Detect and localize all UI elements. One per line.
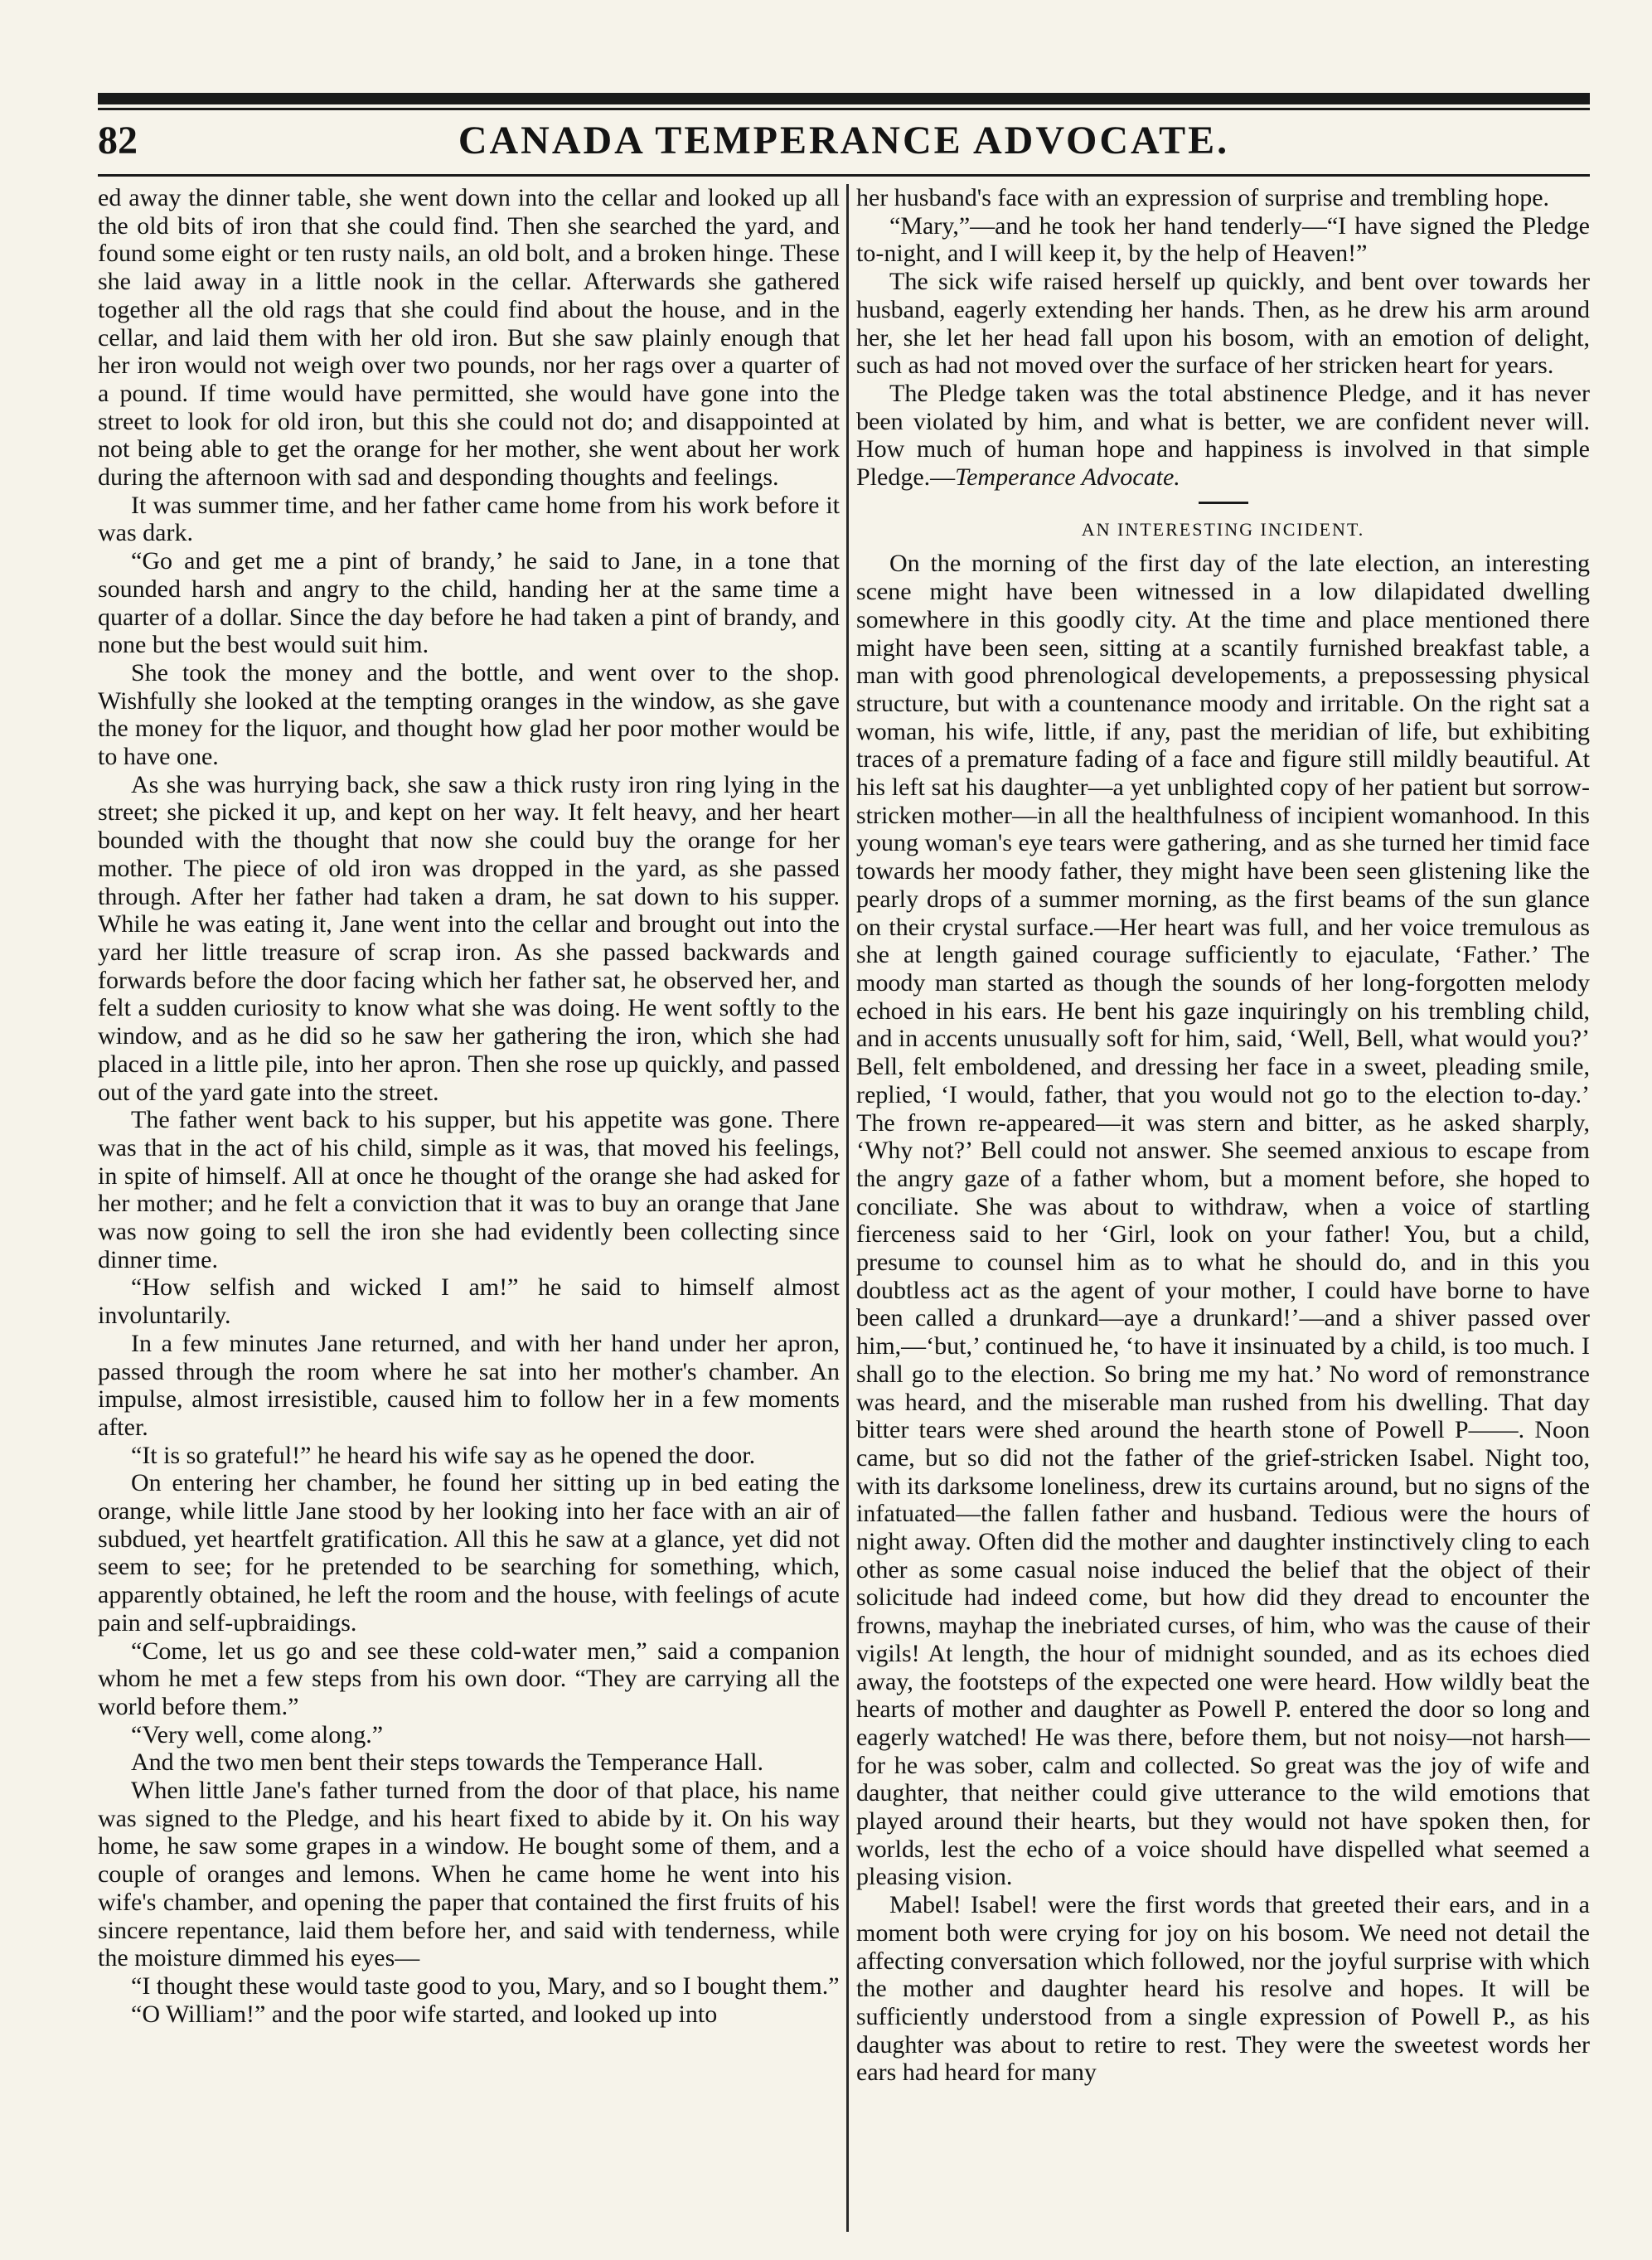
article-paragraph: On entering her chamber, he found her sitting up in bed eating the orange, while little Jane stood by her looking into her face with an air of subdued, yet heartfelt gratification. All this he saw at a glance, yet did not seem to see; for he pretended to be searching for something, which, apparently obtained, he left the room and the house, with feelings of acute pain and self-upbraidings. [98, 1469, 840, 1637]
article-paragraph: “How selfish and wicked I am!” he said to himself almost involuntarily. [98, 1273, 840, 1330]
article-paragraph: “Come, let us go and see these cold-water men,” said a companion whom he met a few steps from his own door. “They are carrying all the world before them.” [98, 1637, 840, 1720]
article-paragraph: She took the money and the bottle, and went over to the shop. Wishfully she looked at the tempting oranges in the window, as she gave the money for the liquor, and thought how glad her poor mother would be to have one. [98, 658, 840, 771]
section-heading: AN INTERESTING INCIDENT. [1081, 518, 1365, 540]
pledge-paragraph-text: The Pledge taken was the total abstinence Pledge, and it has never been violated by him, and what is better, we are confident never will. How much of human hope and happiness is involved in that simple Pledge.— [856, 379, 1590, 492]
article-paragraph: Mabel! Isabel! were the first words that greeted their ears, and in a moment both were crying for joy on his bosom. We need not detail the affecting conversation which followed, nor the joyful surprise with which the mother and daughter heard his resolve and hopes. It will be sufficiently understood from a single expression of Powell P., as his daughter was about to retire to rest. They were the sweetest words her ears had heard for many [856, 1891, 1590, 2087]
newspaper-title: CANADA TEMPERANCE ADVOCATE. [458, 119, 1230, 162]
left-column [98, 184, 840, 2236]
article-paragraph: “I thought these would taste good to you, Mary, and so I bought them.” [131, 1972, 840, 2000]
source-credit: Temperance Advocate. [955, 463, 1180, 492]
pledge-paragraph [856, 380, 1590, 492]
article-paragraph: “Mary,”—and he took her hand tenderly—“I have signed the Pledge to-night, and I will keep it, by the help of Heaven!” [856, 211, 1590, 268]
article-paragraph: And the two men bent their steps towards the Temperance Hall. [131, 1748, 763, 1777]
article-paragraph: It was summer time, and her father came home from his work before it was dark. [98, 491, 840, 547]
header-rule [98, 174, 1590, 177]
article-paragraph: her husband's face with an expression of surprise and trembling hope. [856, 184, 1550, 211]
article-paragraph: The father went back to his supper, but his appetite was gone. There was that in the act of his child, simple as it was, that moved his feelings, in spite of himself. All at once he thought of the orange she had asked for her mother; and he felt a conviction that it was to buy an orange that Jane was now going to sell the iron she had evidently been collecting since dinner time. [98, 1106, 840, 1273]
article-paragraph: “It is so grateful!” he heard his wife say as he opened the door. [131, 1441, 756, 1469]
article-paragraph: In a few minutes Jane returned, and with her hand under her apron, passed through the room where he sat into her mother's chamber. An impulse, almost irresistible, caused him to follow her in a few moments after. [98, 1329, 840, 1441]
top-border-thick-rule [98, 93, 1590, 104]
page-number: 82 [98, 119, 138, 162]
page-header [98, 113, 1590, 171]
article-paragraph: As she was hurrying back, she saw a thick rusty iron ring lying in the street; she picked it up, and kept on her way. It felt heavy, and her heart bounded with the thought that now she could buy the orange for her mother. The piece of old iron was dropped in the yard, as she passed through. After her father had taken a dram, he sat down to his supper. While he was eating it, Jane went into the cellar and brought out into the yard her little treasure of scrap iron. As she passed backwards and forwards before the door facing which her father sat, he observed her, and felt a sudden curiosity to know what she was doing. He went softly to the window, and as he did so he saw her gathering the iron, which she had placed in a little pile, into her apron. Then she rose up quickly, and passed out of the yard gate into the street. [98, 770, 840, 1106]
article-paragraph: On the morning of the first day of the late election, an interesting scene might have been witnessed in a low dilapidated dwelling somewhere in this goodly city. At the time and place mentioned there might have been seen, sitting at a scantily furnished breakfast table, a man with good phrenological developements, a prepossessing physical structure, but with a countenance moody and irritable. On the right sat a woman, his wife, little, if any, past the meridian of life, but exhibiting traces of a premature fading of a face and figure still mildly beautiful. At his left sat his daughter—a yet unblighted copy of her patient but sorrow-stricken mother—in all the healthfulness of incipient womanhood. In this young woman's eye tears were gathering, and as she turned her timid face towards her moody father, they might have been seen glistening like the pearly drops of a summer morning, as the first beams of the sun glance on their crystal surface.—Her heart was full, and her voice tremulous as she at length gained courage sufficiently to ejaculate, ‘Father.’ The moody man started as though the sounds of her long-forgotten melody echoed in his ears. He bent his gaze inquiringly on his trembling child, and in accents unusually soft for him, said, ‘Well, Bell, what would you?’ Bell, felt emboldened, and dressing her face in a sweet, pleading smile, replied, ‘I would, father, that you would not go to the election to-day.’ The frown re-appeared—it was stern and bitter, as he asked sharply, ‘Why not?’ Bell could not answer. She seemed anxious to escape from the angry gaze of a father whom, but a moment before, she hoped to conciliate. She was about to withdraw, when a voice of startling fierceness said to her ‘Girl, look on your father! You, but a child, presume to counsel him as to what he should do, and in this you doubtless act as the agent of your mother, I could have borne to have been called a drunkard—aye a drunkard!’—and a shiver passed over him,—‘but,’ continued he, ‘to have it insinuated by a child, is too much. I shall go to the election. So bring me my hat.’ No word of remonstrance was heard, and the miserable man rushed from his dwelling. That day bitter tears were shed around the hearth stone of Powell P——. Noon came, but so did not the father of the grief-stricken Isabel. Night too, with its darksome loneliness, drew its curtains around, but no signs of the infatuated—the fallen father and husband. Tedious were the hours of night away. Often did the mother and daughter instinctively cling to each other as some casual noise induced the belief that the object of their solicitude had indeed come, but how did they dread to encounter the frowns, mayhap the inebriated curses, of him, who was the cause of their vigils! At length, the hour of midnight sounded, and as its echoes died away, the footsteps of the expected one were heard. How wildly beat the hearts of mother and daughter as Powell P. entered the door so long and eagerly watched! He was there, before them, but not noisy—not harsh—for he was sober, calm and collected. So great was the joy of wife and daughter, that neither could give utterance to the wild emotions that played around their hearts, but they would not have spoken then, for worlds, lest the echo of a voice should have dispelled what seemed a pleasing vision. [856, 550, 1590, 1891]
article-paragraph: The sick wife raised herself up quickly, and bent over towards her husband, eagerly extending her hands. Then, as he drew his arm around her, she let her head fall upon his bosom, with an emotion of delight, such as had not moved over the surface of her stricken heart for years. [856, 268, 1590, 380]
article-paragraph: “O William!” and the poor wife started, and looked up into [131, 2000, 718, 2028]
top-border-thin-rule [98, 108, 1590, 110]
article-paragraph: When little Jane's father turned from the door of that place, his name was signed to the Pledge, and his heart fixed to abide by it. On his way home, he saw some grapes in a window. He bought some of them, and a couple of oranges and lemons. When he came home he went into his wife's chamber, and opening the paper that contained the first fruits of his sincere repentance, laid them before her, and said with tenderness, while the moisture dimmed his eyes— [98, 1777, 840, 1972]
column-divider [846, 184, 849, 2232]
article-paragraph: ed away the dinner table, she went down into the cellar and looked up all the old bits of iron that she could find. Then she searched the yard, and found some eight or ten rusty nails, an old bolt, and a broken hinge. These she laid away in a little nook in the cellar. Afterwards she gathered together all the old rags that she could find about the house, and in the cellar, and laid them with her old iron. But she saw plainly enough that her iron would not weigh over two pounds, nor her rags over a quarter of a pound. If time would have permitted, she would have gone into the street to look for old iron, but this she could not do; and disappointed at not being able to get the orange for her mother, she went about her work during the afternoon with sad and desponding thoughts and feelings. [98, 184, 840, 492]
right-column [856, 184, 1590, 2236]
article-paragraph: “Very well, come along.” [131, 1720, 384, 1748]
section-separator-rule [1199, 502, 1248, 504]
article-paragraph: “Go and get me a pint of brandy,’ he said to Jane, in a tone that sounded harsh and angry to the child, handing her at the same time a quarter of a dollar. Since the day before he had taken a pint of brandy, and none but the best would suit him. [98, 547, 840, 659]
